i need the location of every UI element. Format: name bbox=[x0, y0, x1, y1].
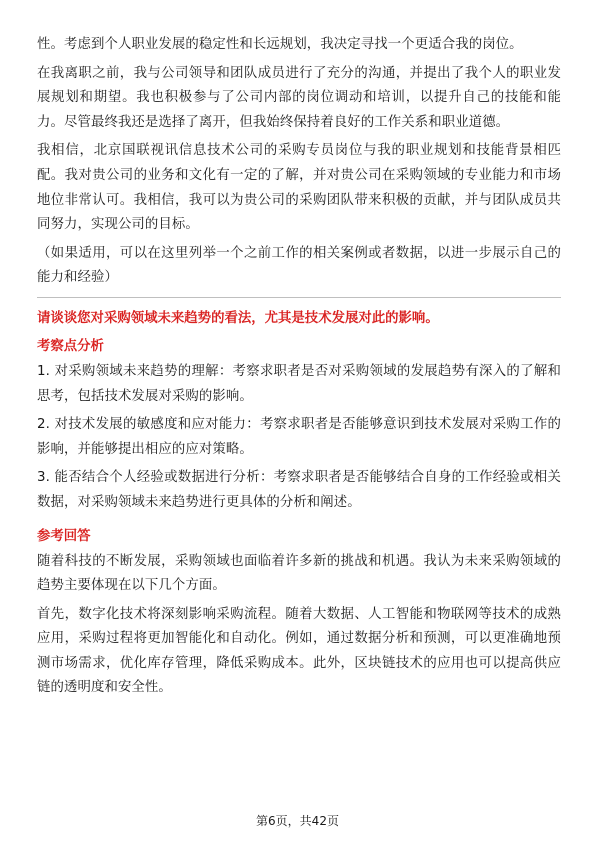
analysis-item-2: 2. 对技术发展的敏感度和应对能力：考察求职者是否能够意识到技术发展对采购工作的影响，并能够提出相应的应对策略。 bbox=[37, 417, 561, 457]
page-footer: 第6页，共42页 bbox=[256, 814, 339, 828]
document-body bbox=[37, 33, 561, 705]
intro-paragraph-1: 性。考虑到个人职业发展的稳定性和长远规划，我决定寻找一个更适合我的岗位。 bbox=[37, 37, 523, 52]
section-divider bbox=[37, 297, 561, 298]
answer-paragraph-1: 随着科技的不断发展，采购领域也面临着许多新的挑战和机遇。我认为未来采购领域的趋势主要体现在以下几个方面。 bbox=[37, 553, 561, 594]
answer-heading: 参考回答 bbox=[37, 528, 91, 544]
intro-paragraph-3: 我相信，北京国联视讯信息技术公司的采购专员岗位与我的职业规划和技能背景相匹配。我对贵公司的业务和文化有一定的了解，并对贵公司在采购领域的专业能力和市场地位非常认可。我相信，我可以为贵公司的采购团队带来积极的贡献，并与团队成员共同努力，实现公司的目标。 bbox=[37, 143, 561, 233]
interview-question: 请谈谈您对采购领域未来趋势的看法，尤其是技术发展对此的影响。 bbox=[37, 310, 439, 326]
analysis-heading: 考察点分析 bbox=[37, 338, 104, 354]
answer-paragraph-2: 首先，数字化技术将深刻影响采购流程。随着大数据、人工智能和物联网等技术的成熟应用，采购过程将更加智能化和自动化。例如，通过数据分析和预测，可以更准确地预测市场需求，优化库存管理，降低采购成本。此外，区块链技术的应用也可以提高供应链的透明度和安全性。 bbox=[37, 606, 561, 696]
intro-paragraph-2: 在我离职之前，我与公司领导和团队成员进行了充分的沟通，并提出了我个人的职业发展规划和期望。我也积极参与了公司内部的岗位调动和培训，以提升自己的技能和能力。尽管最终我还是选择了离开，但我始终保持着良好的工作关系和职业道德。 bbox=[37, 65, 561, 130]
intro-paragraph-4: （如果适用，可以在这里列举一个之前工作的相关案例或者数据，以进一步展示自己的能力和经验） bbox=[37, 245, 561, 286]
analysis-item-1: 1. 对采购领域未来趋势的理解：考察求职者是否对采购领域的发展趋势有深入的了解和思考，包括技术发展对采购的影响。 bbox=[37, 363, 561, 404]
analysis-item-3: 3. 能否结合个人经验或数据进行分析：考察求职者是否能够结合自身的工作经验或相关数据，对采购领域未来趋势进行更具体的分析和阐述。 bbox=[37, 470, 561, 510]
